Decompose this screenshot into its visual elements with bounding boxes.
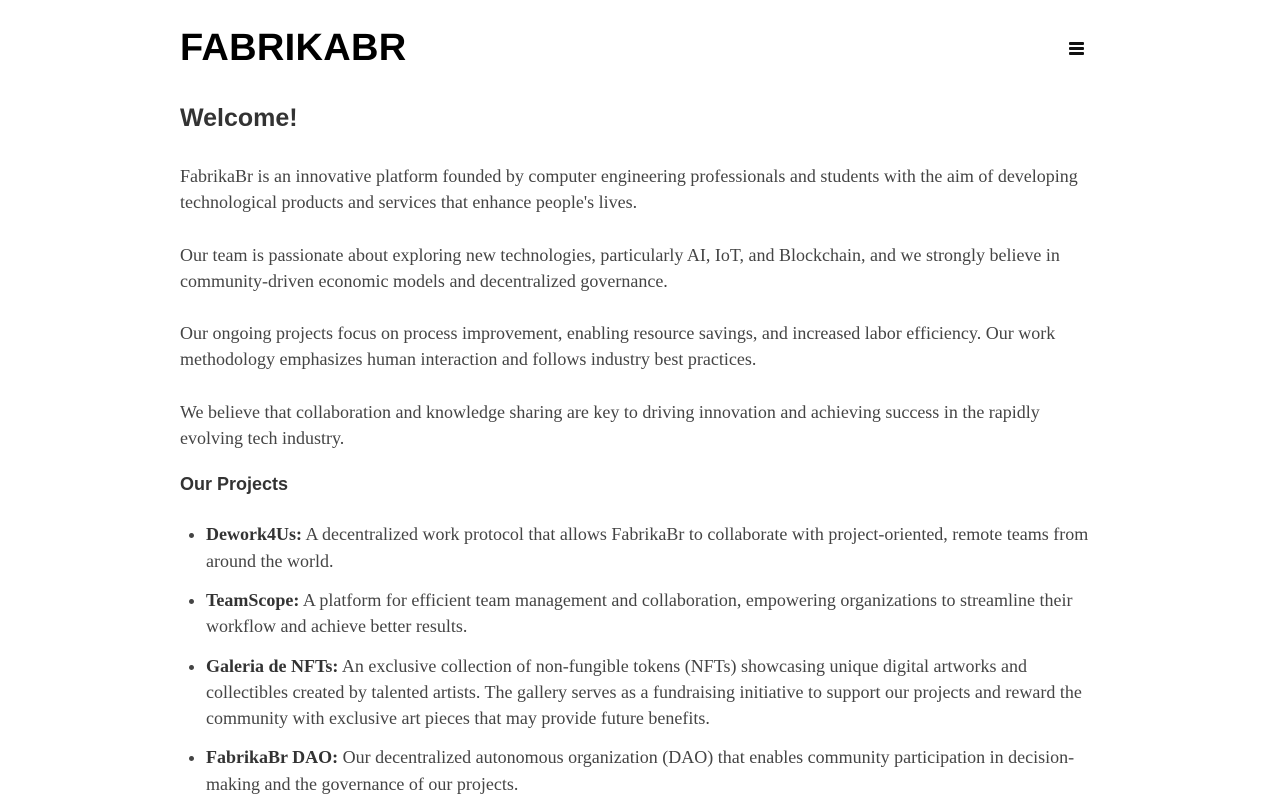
project-name: FabrikaBr DAO: <box>206 747 339 768</box>
projects-list <box>180 521 1092 797</box>
project-item-galeria-de-nfts <box>206 653 1092 732</box>
project-item-fabrikabr-dao <box>206 744 1092 797</box>
intro-paragraph-1: FabrikaBr is an innovative platform founded by computer engineering professionals and students with the aim of developing technological products and services that enhance people's lives. <box>180 166 1078 213</box>
project-item-dework4us <box>206 521 1092 574</box>
menu-bar-top <box>1069 42 1084 45</box>
project-description: Our decentralized autonomous organization (DAO) that enables community participation in decision-making and the governance of our projects. <box>206 747 1075 794</box>
menu-bar-bottom <box>1069 52 1084 55</box>
project-name: Dework4Us: <box>206 524 302 545</box>
project-name: TeamScope: <box>206 589 300 610</box>
main-content <box>180 97 1092 797</box>
projects-title: Our Projects <box>180 474 289 495</box>
site-header <box>180 0 1092 97</box>
intro-section <box>180 163 1092 451</box>
project-description: An exclusive collection of non-fungible tokens (NFTs) showcasing unique digital artworks and collectibles created by talented artists. The gallery serves as a fundraising initiative to support our projects and reward the community with exclusive art pieces that may provide future benefits. <box>206 655 1082 729</box>
site-logo[interactable]: FABRIKABR <box>180 27 407 69</box>
project-name: Galeria de NFTs: <box>206 655 339 676</box>
project-description: A decentralized work protocol that allows FabrikaBr to collaborate with project-oriented, remote teams from around the world. <box>206 524 1089 571</box>
intro-paragraph-2: Our team is passionate about exploring new technologies, particularly AI, IoT, and Blockchain, and we strongly believe in community-driven economic models and decentralized governance. <box>180 244 1060 291</box>
project-description: A platform for efficient team management and collaboration, empowering organizations to streamline their workflow and achieve better results. <box>206 589 1073 637</box>
intro-paragraph-4: We believe that collaboration and knowledge sharing are key to driving innovation and achieving success in the rapidly evolving tech industry. <box>180 401 1040 449</box>
project-item-teamscope <box>206 587 1092 640</box>
menu-bar-middle <box>1069 47 1084 50</box>
intro-paragraph-3: Our ongoing projects focus on process improvement, enabling resource savings, and increased labor efficiency. Our work methodology emphasizes human interaction and follows industry best practices. <box>180 323 1056 370</box>
hamburger-menu-icon[interactable] <box>1069 40 1084 56</box>
welcome-title: Welcome! <box>180 104 298 132</box>
content-container <box>180 0 1092 800</box>
